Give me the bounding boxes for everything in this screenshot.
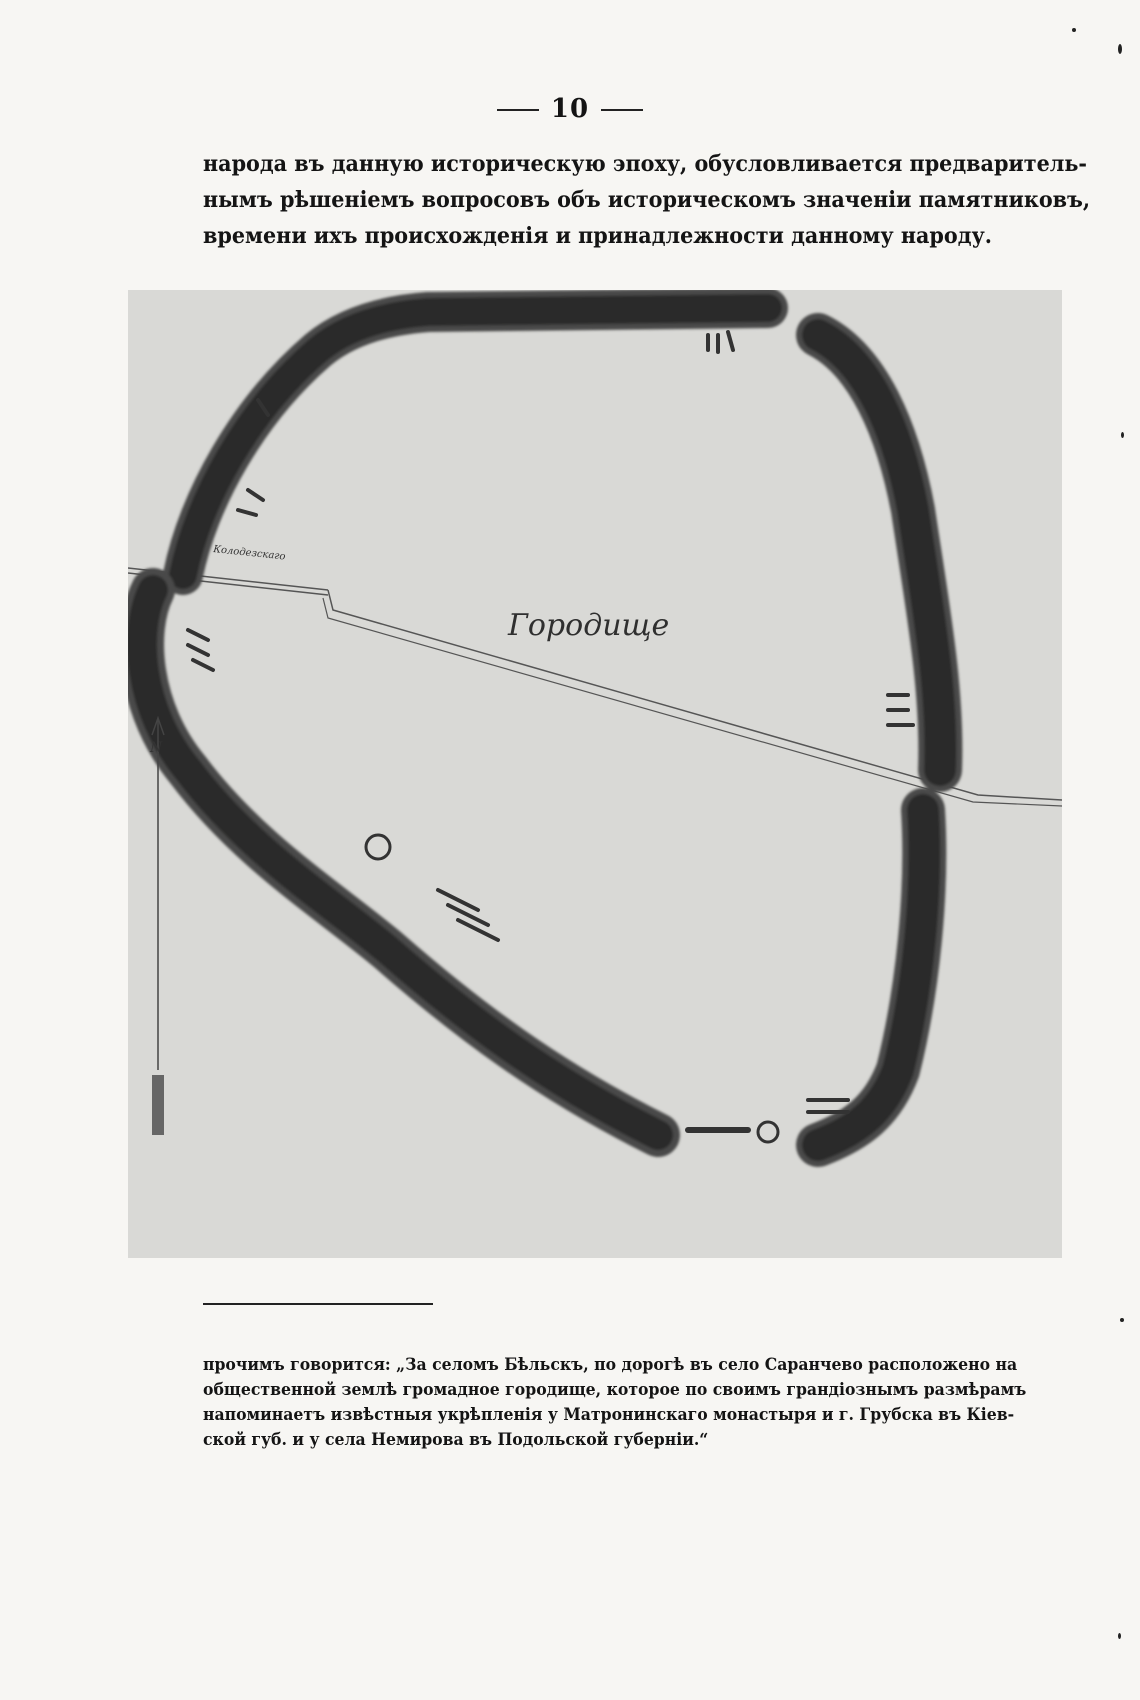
scan-speck — [1118, 44, 1122, 54]
body-paragraph — [203, 146, 1091, 254]
road-label: Колодезскаго — [212, 544, 286, 563]
fort-name-label: Городище — [508, 608, 670, 643]
hillfort-plan-figure — [128, 290, 1062, 1258]
page-number-dash-right — [601, 109, 643, 111]
hillfort-plan-drawing — [128, 290, 1062, 1258]
page-number — [0, 94, 1140, 124]
footnote-line: прочимъ говорится: „За селомъ Бѣльскъ, по дорогѣ въ село Саранчево расположено на — [203, 1355, 1018, 1374]
scan-speck — [1072, 28, 1076, 32]
footnote — [203, 1352, 1027, 1452]
footnote-line: напоминаетъ извѣстныя укрѣпленія у Матронинскаго монастыря и г. Грубска въ Кіев- — [203, 1405, 1015, 1424]
footnote-line: общественной землѣ громадное городище, которое по своимъ грандіознымъ размѣрамъ — [203, 1380, 1027, 1399]
scale-bar — [152, 1075, 164, 1135]
footnote-separator — [203, 1303, 433, 1305]
body-line: народа въ данную историческую эпоху, обусловливается предваритель- — [203, 151, 1088, 177]
footnote-line: ской губ. и у села Немирова въ Подольской губерніи.“ — [203, 1430, 709, 1449]
scan-speck — [1121, 432, 1124, 438]
scan-speck — [1120, 1318, 1124, 1322]
page-number-dash-left — [497, 109, 539, 111]
body-line: нымъ рѣшеніемъ вопросовъ объ историческомъ значеніи памятниковъ, — [203, 187, 1091, 213]
scan-speck — [1118, 1633, 1121, 1639]
north-label: N — [150, 740, 163, 756]
page-number-value: 10 — [550, 94, 590, 124]
body-line: времени ихъ происхожденія и принадлежности данному народу. — [203, 223, 992, 249]
